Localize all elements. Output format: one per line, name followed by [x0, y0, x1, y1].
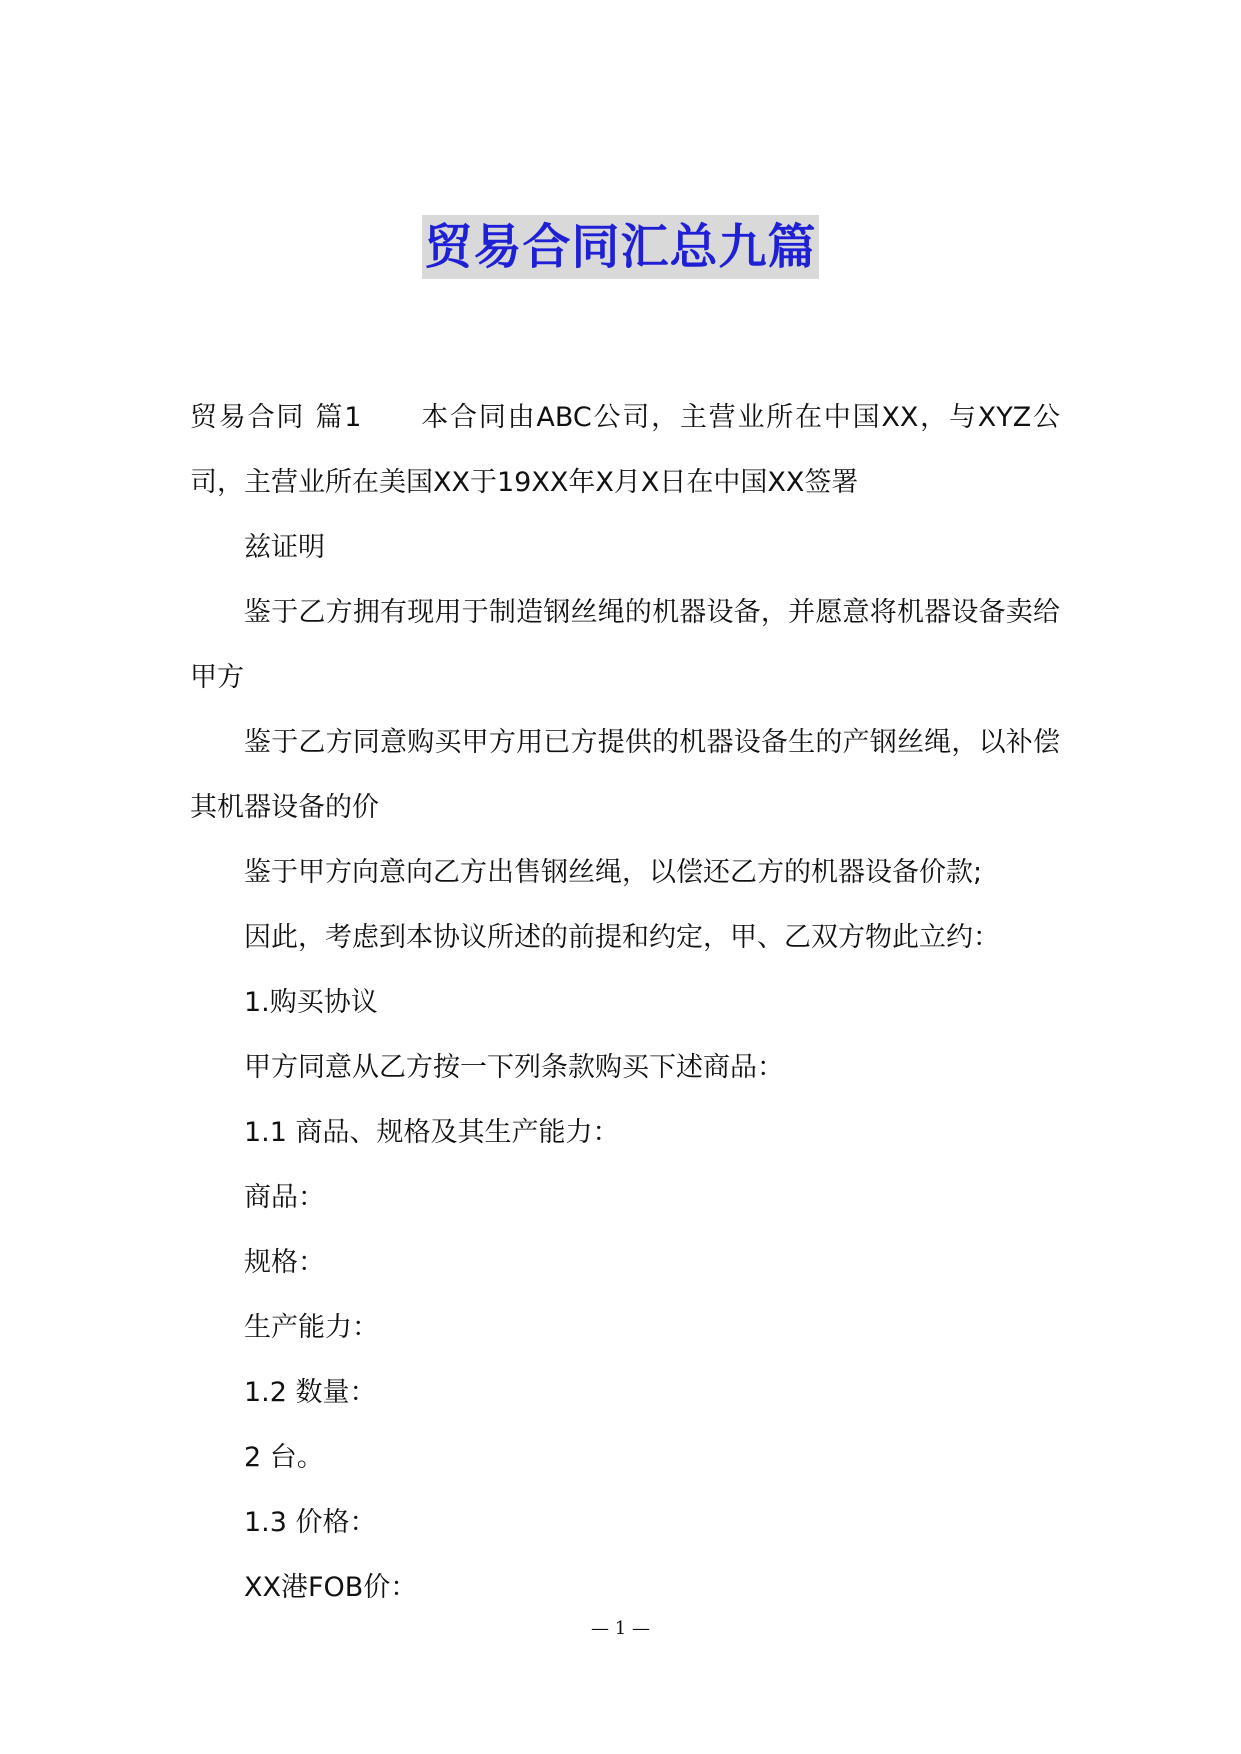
paragraph-whereas-2: 鉴于乙方同意购买甲方用已方提供的机器设备生的产钢丝绳，以补偿其机器设备的价: [190, 727, 1060, 823]
paragraph-witness: 兹证明: [244, 532, 325, 563]
paragraph-whereas-3: 鉴于甲方向意向乙方出售钢丝绳，以偿还乙方的机器设备价款;: [244, 857, 983, 888]
field-specification: 规格：: [244, 1247, 325, 1278]
intro-heading: 贸易合同 篇1: [190, 402, 362, 433]
document-body: [190, 385, 1060, 1620]
paragraph-purchase-terms: 甲方同意从乙方按一下列条款购买下述商品：: [244, 1052, 784, 1083]
page-number: — 1 —: [591, 1618, 650, 1639]
field-quantity-value: 2 台。: [244, 1442, 324, 1473]
clause-1-3: 1.3 价格：: [244, 1507, 377, 1538]
clause-1-1: 1.1 商品、规格及其生产能力：: [244, 1117, 620, 1148]
field-fob-price: XX港FOB价：: [244, 1572, 418, 1603]
title-wrapper: [0, 215, 1241, 279]
clause-1-2: 1.2 数量：: [244, 1377, 377, 1408]
paragraph-whereas-1: 鉴于乙方拥有现用于制造钢丝绳的机器设备，并愿意将机器设备卖给甲方: [190, 597, 1060, 693]
section-heading-purchase: 1.购买协议: [244, 987, 378, 1018]
document-title: 贸易合同汇总九篇: [422, 215, 818, 279]
intro-text: 本合同由ABC公司，主营业所在中国XX，与XYZ公司，主营业所在美国XX于19XX年X月X日在中国XX签署: [190, 402, 1060, 498]
field-commodity: 商品：: [244, 1182, 325, 1213]
paragraph-therefore: 因此，考虑到本协议所述的前提和约定，甲、乙双方物此立约：: [244, 922, 1000, 953]
intro-paragraph: [190, 385, 1060, 515]
field-capacity: 生产能力：: [244, 1312, 379, 1343]
